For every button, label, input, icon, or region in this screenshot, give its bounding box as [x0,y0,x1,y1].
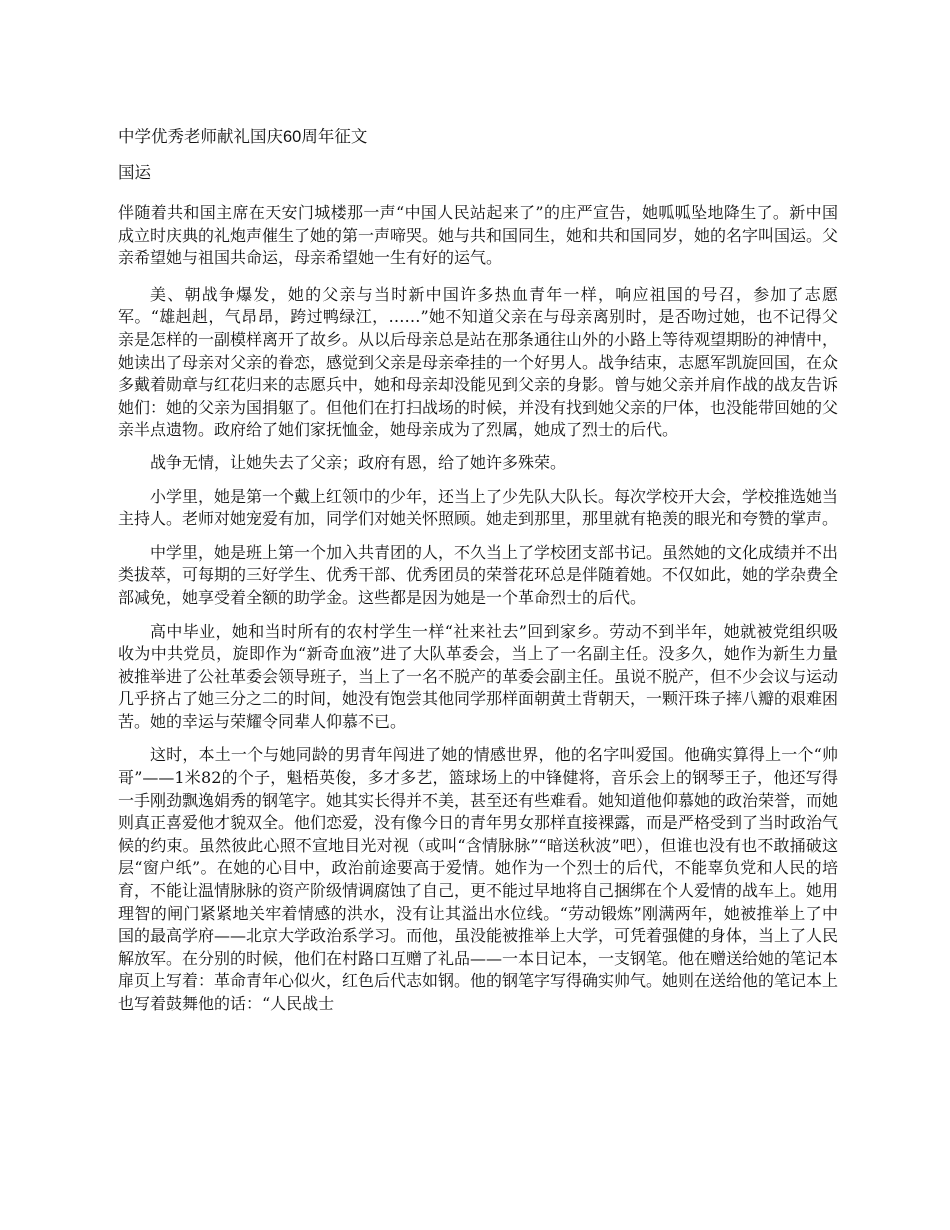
document-subtitle: 国运 [118,164,151,182]
paragraph-primary-school: 小学里，她是第一个戴上红领巾的少年，还当上了少先队大队长。每次学校开大会，学校推选她当主持人。老师对她宠爱有加，同学们对她关怀照顾。她走到那里，那里就有艳羡的眼光和夸赞的掌声。 [118,486,839,529]
document-page [118,122,838,1016]
paragraph-birth: 伴随着共和国主席在天安门城楼那一声“中国人民站起来了”的庄严宣告，她呱呱坠地降生了。新中国成立时庆典的礼炮声催生了她的第一声啼哭。她与共和国同生，她和共和国同岁，她的名字叫国运。父亲希望她与祖国共命运，母亲希望她一生有好的运气。 [118,203,839,268]
paragraph-honor: 战争无情，让她失去了父亲；政府有恩，给了她许多殊荣。 [150,452,567,472]
paragraph-middle-school: 中学里，她是班上第一个加入共青团的人，不久当上了学校团支部书记。虽然她的文化成绩并不出类拔萃，可每期的三好学生、优秀干部、优秀团员的荣誉花环总是伴随着她。不仅如此，她的学杂费全部减免，她享受着全额的助学金。这些都是因为她是一个革命烈士的后代。 [118,542,839,607]
paragraph-love: 这时，本土一个与她同龄的男青年闯进了她的情感世界，他的名字叫爱国。他确实算得上一个“帅哥”——1米82的个子，魁梧英俊，多才多艺，篮球场上的中锋健将，音乐会上的钢琴王子，他还写得一手刚劲飘逸娟秀的钢笔字。她其实长得并不美，甚至还有些难看。她知道他仰慕她的政治荣誉，而她则真正喜爱他才貌双全。他们恋爱，没有像今日的青年男女那样直接裸露，而是严格受到了当时政治气候的约束。虽然彼此心照不宣地目光对视（或叫“含情脉脉”“暗送秋波”吧），但谁也没有也不敢捅破这层“窗户纸”。在她的心目中，政治前途要高于爱情。她作为一个烈士的后代，不能辜负党和人民的培育，不能让温情脉脉的资产阶级情调腐蚀了自己，更不能过早地将自己捆绑在个人爱情的战车上。她用理智的闸门紧紧地关牢着情感的洪水，没有让其溢出水位线。“劳动锻炼”刚满两年，她被推举上了中国的最高学府——北京大学政治系学习。而他，虽没能被推举上大学，可凭着强健的身体，当上了人民解放军。在分别的时候，他们在村路口互赠了礼品——一本日记本，一支钢笔。他在赠送给她的笔记本扉页上写着：革命青年心似火，红色后代志如钢。他的钢笔字写得确实帅气。她则在送给他的笔记本上也写着鼓舞他的话：“人民战士 [118,745,839,1013]
paragraph-high-school: 高中毕业，她和当时所有的农村学生一样“社来社去”回到家乡。劳动不到半年，她就被党组织吸收为中共党员，旋即作为“新奇血液”进了大队革委会，当上了一名副主任。没多久，她作为新生力量被推举进了公社革委会领导班子，当上了一名不脱产的革委会副主任。虽说不脱产，但不少会议与运动几乎挤占了她三分之二的时间，她没有饱尝其他同学那样面朝黄土背朝天，一颗汗珠子摔八瓣的艰难困苦。她的幸运与荣耀令同辈人仰慕不已。 [118,621,839,731]
document-title: 中学优秀老师献礼国庆60周年征文 [118,128,368,146]
paragraph-war: 美、朝战争爆发，她的父亲与当时新中国许多热血青年一样，响应祖国的号召，参加了志愿军。“雄赳赳，气昂昂，跨过鸭绿江，……”她不知道父亲在与母亲离别时，是否吻过她，也不记得父亲是怎样的一副模样离开了故乡。从以后母亲总是站在那条通往山外的小路上等待观望期盼的神情中，她读出了母亲对父亲的眷恋，感觉到父亲是母亲牵挂的一个好男人。战争结束，志愿军凯旋回国，在众多戴着勋章与红花归来的志愿兵中，她和母亲却没能见到父亲的身影。曾与她父亲并肩作战的战友告诉她们：她的父亲为国捐躯了。但他们在打扫战场的时候，并没有找到她父亲的尸体，也没能带回她的父亲半点遗物。政府给了她们家抚恤金，她母亲成为了烈属，她成了烈士的后代。 [118,284,839,440]
